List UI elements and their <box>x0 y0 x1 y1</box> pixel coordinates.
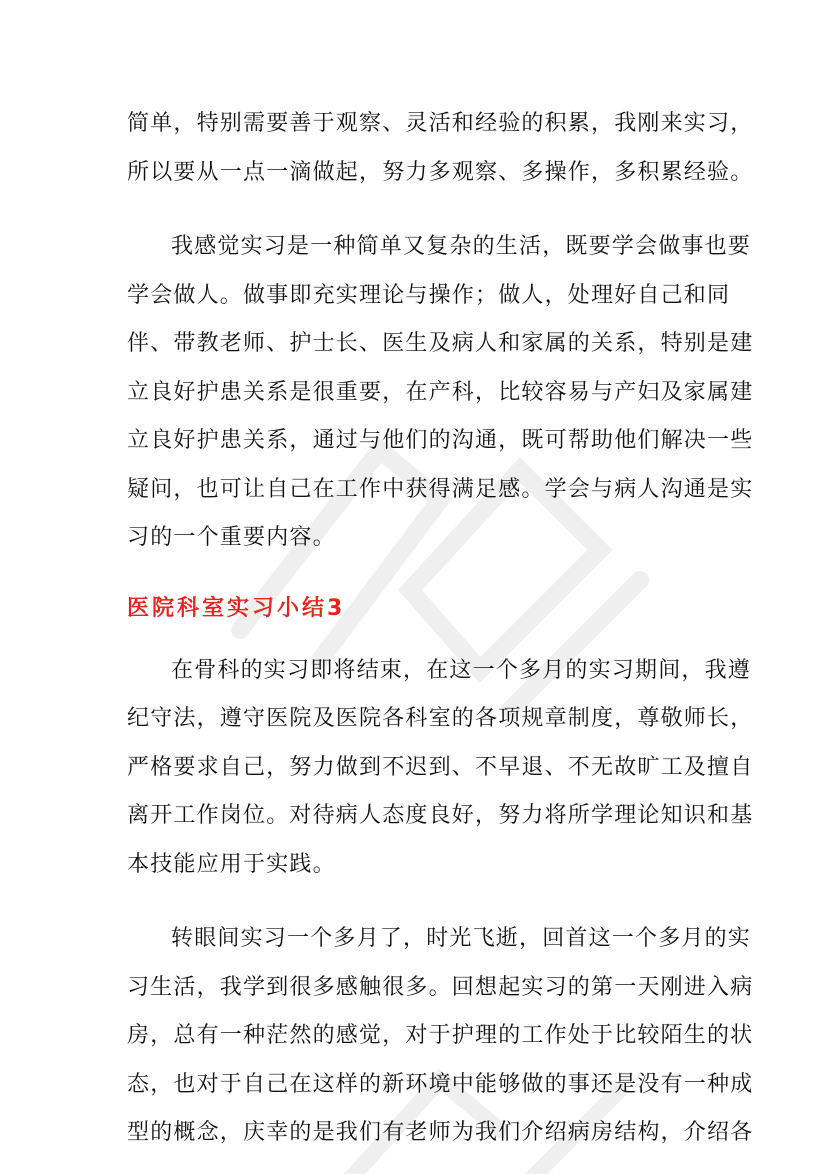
text-line: 型的概念，庆幸的是我们有老师为我们介绍病房结构，介绍各 <box>127 1120 754 1145</box>
text-line: 转眼间实习一个多月了，时光飞逝，回首这一个多月的实 <box>171 926 752 951</box>
text-line: 习的一个重要内容。 <box>127 525 336 550</box>
text-line: 纪守法，遵守医院及医院各科室的各项规章制度，尊敬师长， <box>127 706 754 731</box>
paragraph-2 <box>127 223 754 563</box>
section-title: 医院科室实习小结3 <box>127 595 346 621</box>
paragraph-3 <box>127 647 754 890</box>
text-line: 习生活，我学到很多感触很多。回想起实习的第一天刚进入病 <box>127 974 754 1000</box>
text-line: 所以要从一点一滴做起，努力多观察、多操作，多积累经验。 <box>127 159 754 185</box>
document-body <box>127 100 754 1174</box>
text-line: 态，也对于自己在这样的新环境中能够做的事还是没有一种成 <box>127 1071 754 1097</box>
text-line: 学会做人。做事即充实理论与操作；做人，处理好自己和同 <box>127 282 731 308</box>
text-line: 疑问，也可让自己在工作中获得满足感。学会与病人沟通是实 <box>127 476 754 502</box>
text-line: 在骨科的实习即将结束，在这一个多月的实习期间，我遵 <box>171 657 752 683</box>
text-line: 立良好护患关系是很重要，在产科，比较容易与产妇及家属建 <box>127 379 754 405</box>
paragraph-4 <box>127 915 754 1158</box>
text-line: 我感觉实习是一种简单又复杂的生活，既要学会做事也要 <box>171 234 752 259</box>
text-line: 伴、带教老师、护士长、医生及病人和家属的关系，特别是建 <box>127 331 754 356</box>
text-line: 离开工作岗位。对待病人态度良好，努力将所学理论知识和基 <box>127 803 754 828</box>
text-line: 本技能应用于实践。 <box>127 851 336 877</box>
text-line: 严格要求自己，努力做到不迟到、不早退、不无故旷工及擅自 <box>127 754 754 780</box>
paragraph-1 <box>127 100 754 197</box>
text-line: 立良好护患关系，通过与他们的沟通，既可帮助他们解决一些 <box>127 428 754 453</box>
text-line: 简单，特别需要善于观察、灵活和经验的积累，我刚来实习， <box>127 111 754 136</box>
text-line: 房，总有一种茫然的感觉，对于护理的工作处于比较陌生的状 <box>127 1023 754 1048</box>
